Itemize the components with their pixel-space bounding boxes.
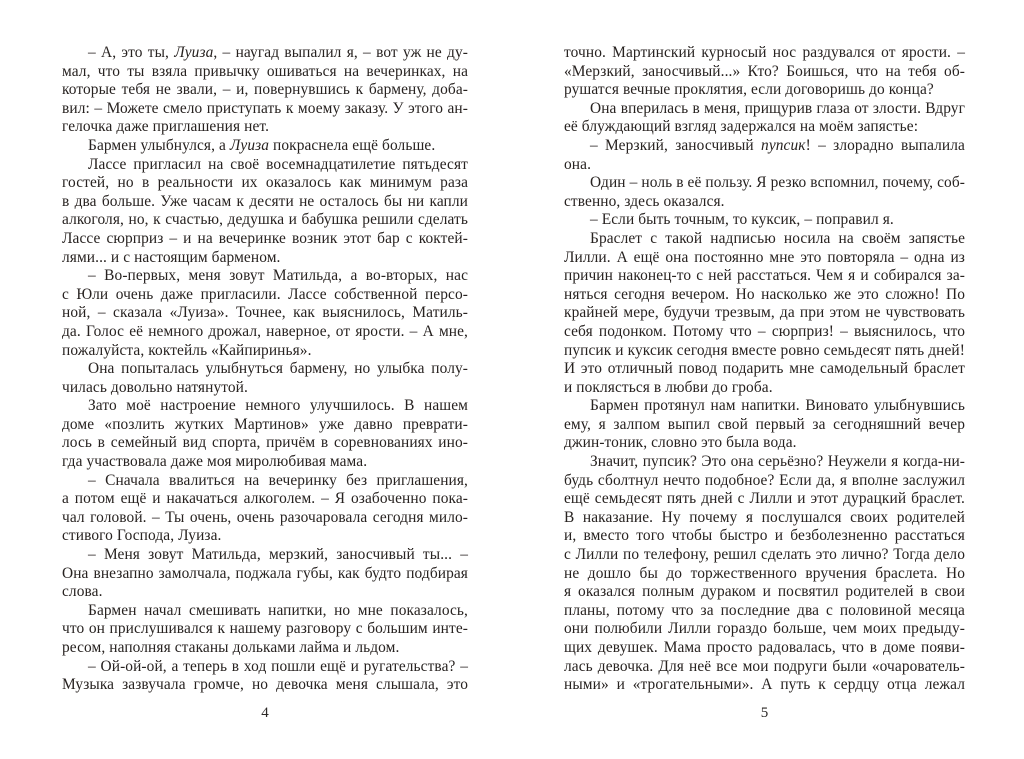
text-segment: гелочка даже приглашения нет. [62,118,270,136]
text-line [62,639,468,658]
text-line [564,63,965,82]
text-line [62,249,468,268]
text-line [62,342,468,361]
text-segment: Один – ноль в её пользу. Я резко вспомнил, почему, соб- [590,174,965,192]
text-segment: с Лилли по телефону, решил сделать это лично? Тогда дело [564,546,965,564]
text-segment: – Если быть точным, то куксик, – поправил я. [590,211,894,229]
text-line [62,620,468,639]
italic-text: Луиза [174,44,214,61]
text-segment: планы, потому что за последние два с половиной месяца [564,601,965,619]
text-segment: покраснела ещё больше. [269,136,436,154]
text-line [62,118,468,137]
text-line [564,342,965,361]
text-segment: ! – злорадно выпалила [805,136,965,154]
text-segment: чилась довольно натянутой. [62,378,248,396]
text-segment: – Мерзкий, заносчивый [590,136,762,154]
text-line [564,137,965,156]
text-segment: Она попыталась улыбнуться бармену, но улыбка полу- [88,360,468,378]
text-line [564,323,965,342]
text-segment: – А, это ты, [88,44,175,61]
text-segment: её блуждающий взгляд задержался на моём запястье: [564,118,919,136]
text-line [564,565,965,584]
text-line [62,100,468,119]
text-segment: лась девочка. Для неё все мои подруги были «очарователь- [564,657,965,675]
text-segment: вил: – Можете смело приступать к моему заказу. У этого ан- [62,99,468,117]
text-segment: Лассе сюрприз – и на вечеринке возник этот бар с коктей- [62,229,468,247]
text-segment: с Юли очень даже пригласили. Лассе собственной персо- [62,285,468,303]
text-segment: не дошло бы до торжественного вручения браслета. Но [564,564,965,582]
text-line [564,267,965,286]
text-segment: гда участвовала даже моя миролюбивая мама. [62,453,368,471]
text-segment: алкоголя, но, к счастью, дедушка и бабушка решили сделать [62,211,468,229]
text-segment: джин-тоник, словно это была вода. [564,434,797,452]
text-segment: слова. [62,583,103,601]
text-line [564,100,965,119]
text-line [564,676,965,695]
page-text [564,44,965,695]
text-line [62,137,468,156]
text-segment: – Ой-ой-ой, а теперь в ход пошли ещё и ругательства? – [88,657,468,675]
text-line [62,602,468,621]
text-line [62,546,468,565]
page-number: 4 [261,705,269,721]
text-line [564,44,965,63]
text-line [62,304,468,323]
text-segment: чал головой. – Ты очень, очень разочаровала сегодня мило- [62,508,468,526]
italic-text: пупсик [761,136,806,154]
text-line [62,416,468,435]
text-segment: ными» и «трогательными». А путь к сердцу отца лежал [564,676,965,694]
text-segment: В наказание. Ну почему я послушался своих родителей [564,508,965,526]
book-page-left [62,44,468,744]
page-text [62,44,468,695]
text-segment: Браслет с такой надписью носила на своём запястье [590,229,965,247]
text-line [62,211,468,230]
text-segment: рушатся вечные проклятия, если договоришь до конца? [564,81,934,99]
text-line [564,583,965,602]
italic-text: Луиза [229,136,270,154]
text-segment: себя подонком. Потому что – сюрприз! – выяснилось, что [564,322,965,340]
text-segment: Музыка зазвучала громче, но девочка меня слышала, это [62,676,468,694]
text-segment: я оказался полным дураком и посвятил родителей в свои [564,583,965,601]
text-line [564,379,965,398]
text-line [564,397,965,416]
text-line [564,304,965,323]
text-line [62,472,468,491]
text-line [62,583,468,602]
text-line [62,193,468,212]
text-segment: няться сегодня вечером. Но насколько же это сложно! По [564,285,965,303]
text-segment: Бармен улыбнулся, а [88,136,230,154]
text-segment: и, вместо того чтобы быстро и безболезненно расстаться [564,527,965,545]
book-page-right [564,44,965,744]
text-line [564,509,965,528]
text-line [564,620,965,639]
text-segment: ственно, здесь оказался. [564,192,725,210]
text-line [564,174,965,193]
text-line [62,81,468,100]
text-line [62,156,468,175]
text-segment: в два больше. Уже часам к десяти не осталось бы ни капли [62,192,468,210]
text-segment: они полюбили Лилли гораздо больше, чем моих предыду- [564,620,965,638]
text-line [564,249,965,268]
text-line [564,490,965,509]
text-line [62,286,468,305]
text-segment: ещё семьдесят пять дней с Лилли и этот дурацкий браслет. [564,490,965,508]
text-segment: Лассе пригласил на своё восемнадцатилетие пятьдесят [88,155,468,173]
text-line [564,211,965,230]
text-segment: пожалуйста, коктейль «Кайпиринья». [62,341,312,359]
text-segment: причин наконец-то с ней расстаться. Чем я и собирался за- [564,267,965,285]
text-segment: Бармен начал смешивать напитки, но мне показалось, [88,601,468,619]
text-line [564,602,965,621]
text-line [62,360,468,379]
text-line [62,658,468,677]
text-line [564,472,965,491]
text-line [62,453,468,472]
text-segment: ресом, наполняя стаканы дольками лайма и льдом. [62,639,400,656]
text-line [564,546,965,565]
text-segment: стивого Господа, Луиза. [62,527,222,545]
text-segment: – Сначала ввалиться на вечеринку без приглашения, [88,471,468,489]
text-segment: щих девушек. Мама просто радовалась, что в доме появи- [564,639,965,656]
text-segment: доме «позлить жутких Мартинов» уже давно преврати- [62,415,468,433]
page-number: 5 [760,705,769,721]
text-segment: которые тебя не звали, – и, повернувшись к бармену, доба- [62,81,468,99]
text-line [62,434,468,453]
text-segment: будь сболтнул нечто подобное? Если да, я вполне заслужил [564,471,965,489]
text-line [62,379,468,398]
text-segment: Значит, пупсик? Это она серьёзно? Неужели я когда-ни- [590,453,965,471]
text-segment: и поклясться в любви до гроба. [564,378,773,396]
text-line [62,174,468,193]
text-line [62,230,468,249]
text-segment: крайней мере, будучи трезвым, да при этом не чувствовать [564,304,965,322]
text-segment: да. Голос её немного дрожал, наверное, от ярости. – А мне, [62,322,468,340]
text-line [62,267,468,286]
text-line [564,230,965,249]
text-segment: , – наугад выпалил я, – вот уж не ду- [213,44,468,61]
text-segment: лями... и с настоящим барменом. [62,248,281,266]
text-line [62,397,468,416]
text-line [564,156,965,175]
text-segment: лось в семейный вид спорта, причём в соревнованиях ино- [62,434,468,452]
text-segment: пупсик и куксик сегодня вместе ровно семьдесят пять дней! [564,341,965,359]
text-segment: Она вперилась в меня, прищурив глаза от злости. Вдруг [590,99,965,117]
text-line [564,286,965,305]
text-line [564,81,965,100]
text-line [564,639,965,658]
text-line [564,118,965,137]
text-line [62,509,468,528]
text-line [564,434,965,453]
text-segment: «Мерзкий, заносчивый...» Кто? Боишься, что на тебя об- [564,62,965,80]
text-segment: Бармен протянул нам напитки. Виновато улыбнувшись [590,397,965,415]
text-segment: гостей, но в реальности их оказалось как минимум раза [62,174,468,192]
text-line [62,490,468,509]
text-line [62,323,468,342]
text-segment: – Во-первых, меня зовут Матильда, а во-вторых, нас [88,267,468,285]
text-line [564,527,965,546]
text-line [62,63,468,82]
text-segment: Лилли. А ещё она постоянно мне это повторяла – одна из [564,248,965,266]
text-segment: что он прислушивался к нашему разговору с большим инте- [62,620,468,638]
text-segment: она. [564,155,592,173]
text-line [564,658,965,677]
text-line [62,527,468,546]
text-segment: а потом ещё и накачаться алкоголем. – Я озабоченно пока- [62,490,468,508]
text-segment: Она внезапно замолчала, поджала губы, как будто подбирая [62,564,468,582]
text-segment: точно. Мартинский курносый нос раздувался от ярости. – [564,44,965,61]
text-line [564,453,965,472]
text-segment: ной, – сказала «Луиза». Точнее, как выяснилось, Матиль- [62,304,468,322]
text-line [62,565,468,584]
text-segment: И это отличный повод подарить мне самодельный браслет [564,360,965,378]
text-line [564,416,965,435]
text-line [62,676,468,695]
text-line [564,360,965,379]
text-line [564,193,965,212]
text-segment: Зато моё настроение немного улучшилось. В нашем [88,397,468,415]
text-segment: ему, я залпом выпил свой первый за сегодняшний вечер [564,415,965,433]
text-segment: мал, что ты взяла привычку ошиваться на вечеринках, на [62,62,468,80]
text-line [62,44,468,63]
text-segment: – Меня зовут Матильда, мерзкий, заносчивый ты... – [88,546,468,564]
